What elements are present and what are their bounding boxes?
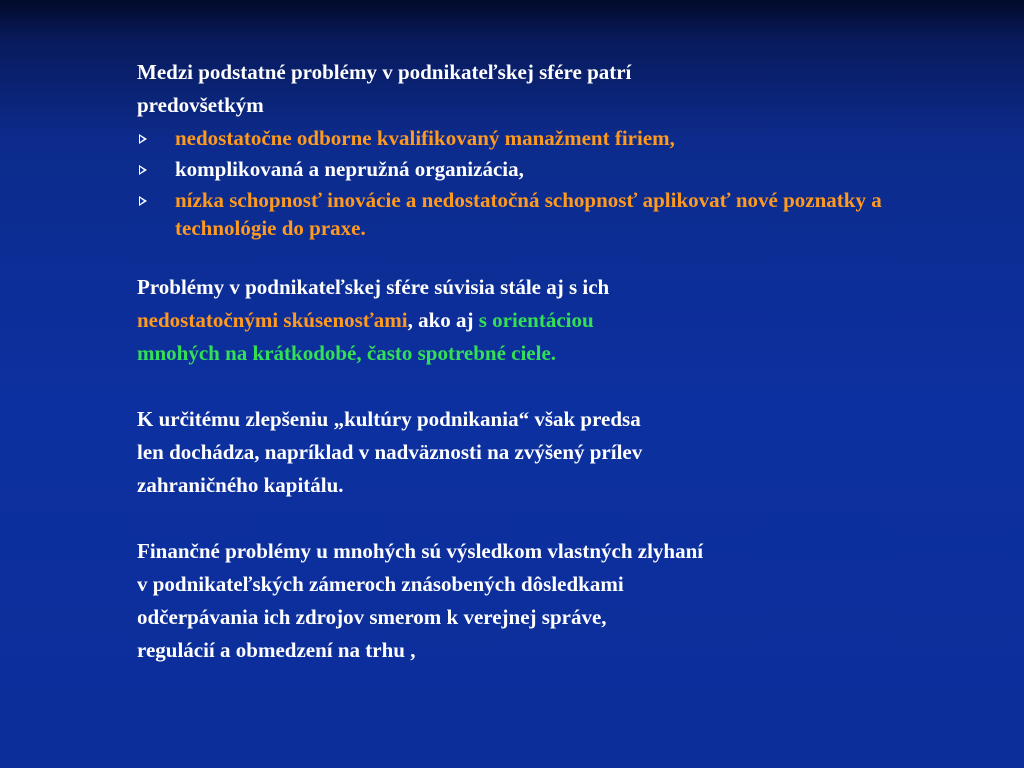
arrow-bullet-icon — [139, 165, 147, 175]
bullet-text: nedostatočne odborne kvalifikovaný manažment firiem, — [175, 126, 675, 150]
arrow-bullet-icon — [139, 196, 147, 206]
bullet-item — [137, 124, 937, 152]
bullet-item — [137, 186, 965, 242]
paragraph-4-line-4: regulácií a obmedzení na trhu , — [137, 638, 416, 662]
highlight-green-text: s orientáciou — [478, 308, 594, 332]
bullet-text: nízka schopnosť inovácie a nedostatočná schopnosť aplikovať nové poznatky a technológie do praxe. — [175, 188, 882, 240]
paragraph-3-line-1: K určitému zlepšeniu „kultúry podnikania“ však predsa — [137, 407, 641, 431]
spacer — [137, 502, 937, 535]
paragraph-2-line-1: Problémy v podnikateľskej sfére súvisia stále aj s ich — [137, 275, 610, 299]
intro-line-1: Medzi podstatné problémy v podnikateľskej sfére patrí — [137, 60, 632, 84]
arrow-bullet-icon — [139, 134, 147, 144]
paragraph-2-line-2 — [137, 304, 937, 337]
bullet-item — [137, 155, 937, 183]
paragraph-4-line-3: odčerpávania ich zdrojov smerom k verejnej správe, — [137, 605, 607, 629]
paragraph-3-line-2: len dochádza, napríklad v nadväznosti na zvýšený prílev — [137, 440, 643, 464]
intro-line-2: predovšetkým — [137, 93, 264, 117]
paragraph-3-line-3: zahraničného kapitálu. — [137, 473, 344, 497]
spacer — [137, 245, 937, 271]
slide-content — [137, 56, 937, 667]
paragraph-2-line-3: mnohých na krátkodobé, často spotrebné ciele. — [137, 341, 557, 365]
connector-text: , ako aj — [407, 308, 479, 332]
paragraph-4-line-1: Finančné problémy u mnohých sú výsledkom vlastných zlyhaní — [137, 539, 704, 563]
bullet-text: komplikovaná a nepružná organizácia, — [175, 157, 524, 181]
highlight-orange-text: nedostatočnými skúsenosťami — [137, 308, 408, 332]
spacer — [137, 370, 937, 403]
paragraph-4-line-2: v podnikateľských zámeroch znásobených dôsledkami — [137, 572, 624, 596]
